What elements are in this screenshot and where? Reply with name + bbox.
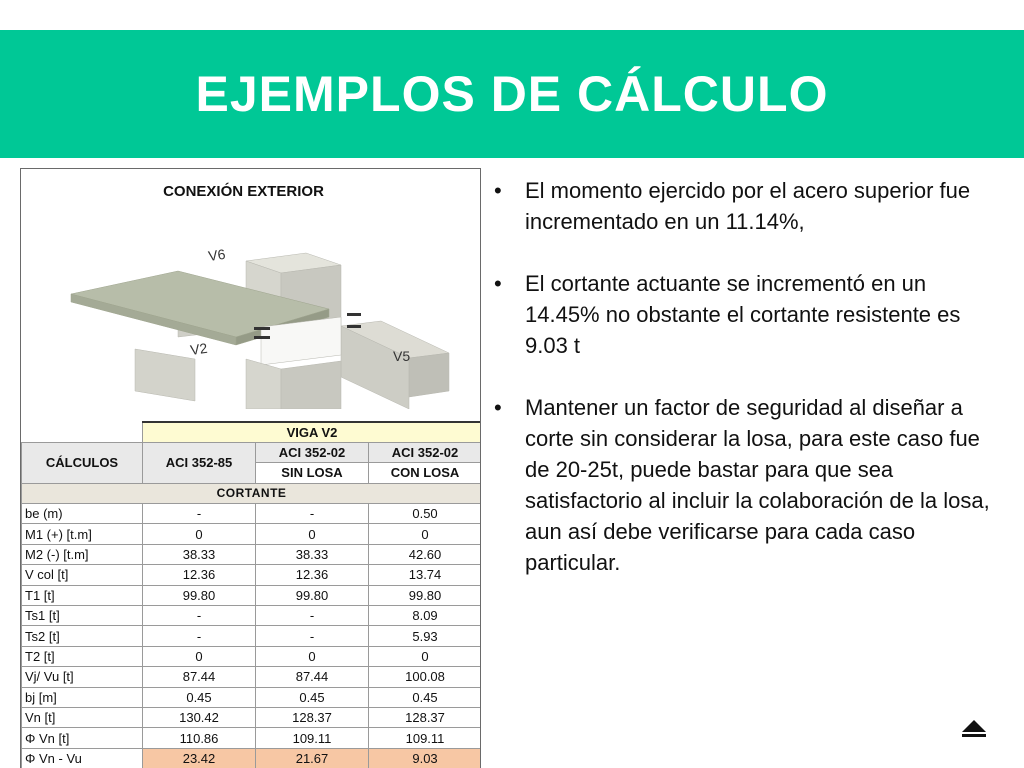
cell-value: 100.08 <box>369 667 482 687</box>
cell-value: 42.60 <box>369 544 482 564</box>
cell-value: 128.37 <box>256 707 369 727</box>
beam-v2 <box>135 349 195 401</box>
row-label: bj [m] <box>22 687 143 707</box>
beam-label-v5: V5 <box>393 348 411 364</box>
bullet-marker: • <box>494 395 502 420</box>
row-label: M2 (-) [t.m] <box>22 544 143 564</box>
cell-value: 12.36 <box>143 565 256 585</box>
table-row <box>22 524 482 544</box>
beam-label-v2: V2 <box>189 339 209 358</box>
bullet-item <box>494 392 1004 578</box>
row-label: Vj/ Vu [t] <box>22 667 143 687</box>
row-label: Vn [t] <box>22 707 143 727</box>
row-label: V col [t] <box>22 565 143 585</box>
bullet-text: El momento ejercido por el acero superior fue incrementado en un 11.14%, <box>525 178 971 234</box>
table-row <box>22 504 482 524</box>
cell-value: 109.11 <box>369 728 482 748</box>
cell-value: 38.33 <box>256 544 369 564</box>
table-row <box>22 667 482 687</box>
table-row <box>22 565 482 585</box>
cell-value: 0.45 <box>369 687 482 707</box>
cell-value: 0 <box>256 524 369 544</box>
bullet-marker: • <box>494 271 502 296</box>
cell-value: 99.80 <box>369 585 482 605</box>
navigate-up-icon[interactable] <box>962 720 986 738</box>
rebar-4 <box>347 325 361 328</box>
table-row <box>22 544 482 564</box>
section-header: CORTANTE <box>22 483 482 503</box>
cell-value: 8.09 <box>369 606 482 626</box>
beam-label-v6: V6 <box>207 245 227 264</box>
beam-column-illustration <box>61 209 461 409</box>
cell-value: 9.03 <box>369 748 482 768</box>
cell-value: 38.33 <box>143 544 256 564</box>
cell-value: - <box>256 606 369 626</box>
table-row <box>22 687 482 707</box>
cell-value: 5.93 <box>369 626 482 646</box>
bullet-text: Mantener un factor de seguridad al diseñar a corte sin considerar la losa, para este caso fue de 20-25t, puede bastar para que sea satisfactorio al incluir la colaboración de la losa, aun así debe verificarse para cada caso particular. <box>525 395 990 575</box>
table-row-highlight <box>22 748 482 768</box>
bullet-text: El cortante actuante se incrementó en un 14.45% no obstante el cortante resistente es 9.03 t <box>525 271 961 358</box>
cell-value: 128.37 <box>369 707 482 727</box>
cell-value: 0.45 <box>256 687 369 707</box>
cell-value: 99.80 <box>143 585 256 605</box>
cell-value: 0 <box>143 646 256 666</box>
bullet-marker: • <box>494 178 502 203</box>
table-row <box>22 646 482 666</box>
beam-v5-side <box>409 353 449 397</box>
header-col-1: ACI 352-85 <box>143 442 256 483</box>
rebar-1 <box>254 327 270 330</box>
cell-value: 12.36 <box>256 565 369 585</box>
bullet-list <box>494 175 1004 609</box>
bullet-item <box>494 268 1004 361</box>
cell-value: 23.42 <box>143 748 256 768</box>
row-label: M1 (+) [t.m] <box>22 524 143 544</box>
header-col-3-sub: CON LOSA <box>369 463 482 483</box>
header-col-2-sub: SIN LOSA <box>256 463 369 483</box>
title-banner <box>0 30 1024 158</box>
row-label: T2 [t] <box>22 646 143 666</box>
calculation-panel <box>20 168 481 768</box>
cell-value: 109.11 <box>256 728 369 748</box>
header-col-3: ACI 352-02 <box>369 442 482 462</box>
header-calculos: CÁLCULOS <box>22 442 143 483</box>
cell-value: 21.67 <box>256 748 369 768</box>
bullet-item <box>494 175 1004 237</box>
cell-value: 0 <box>256 646 369 666</box>
row-label: Φ Vn [t] <box>22 728 143 748</box>
header-col-2: ACI 352-02 <box>256 442 369 462</box>
header-blank <box>22 422 143 442</box>
table-row <box>22 728 482 748</box>
cell-value: - <box>256 626 369 646</box>
cell-value: 0.50 <box>369 504 482 524</box>
cell-value: - <box>143 504 256 524</box>
cell-value: 0 <box>369 646 482 666</box>
cell-value: 13.74 <box>369 565 482 585</box>
rebar-2 <box>254 336 270 339</box>
cell-value: - <box>143 606 256 626</box>
row-label: be (m) <box>22 504 143 524</box>
cell-value: 99.80 <box>256 585 369 605</box>
header-viga: VIGA V2 <box>143 422 482 442</box>
cell-value: 87.44 <box>143 667 256 687</box>
lower-column-front <box>246 359 281 409</box>
cell-value: - <box>256 504 369 524</box>
row-label: Ts1 [t] <box>22 606 143 626</box>
lower-column-side <box>281 361 341 409</box>
cell-value: 87.44 <box>256 667 369 687</box>
cell-value: - <box>143 626 256 646</box>
figure-title: CONEXIÓN EXTERIOR <box>163 183 324 200</box>
row-label: T1 [t] <box>22 585 143 605</box>
table-row <box>22 707 482 727</box>
cell-value: 130.42 <box>143 707 256 727</box>
rebar-3 <box>347 313 361 316</box>
cell-value: 0.45 <box>143 687 256 707</box>
row-label: Ts2 [t] <box>22 626 143 646</box>
table-row <box>22 585 482 605</box>
table-row <box>22 606 482 626</box>
slide-title: EJEMPLOS DE CÁLCULO <box>195 66 829 122</box>
cell-value: 110.86 <box>143 728 256 748</box>
table-row <box>22 626 482 646</box>
cell-value: 0 <box>369 524 482 544</box>
calculation-table <box>21 421 481 768</box>
cell-value: 0 <box>143 524 256 544</box>
row-label: Φ Vn - Vu <box>22 748 143 768</box>
